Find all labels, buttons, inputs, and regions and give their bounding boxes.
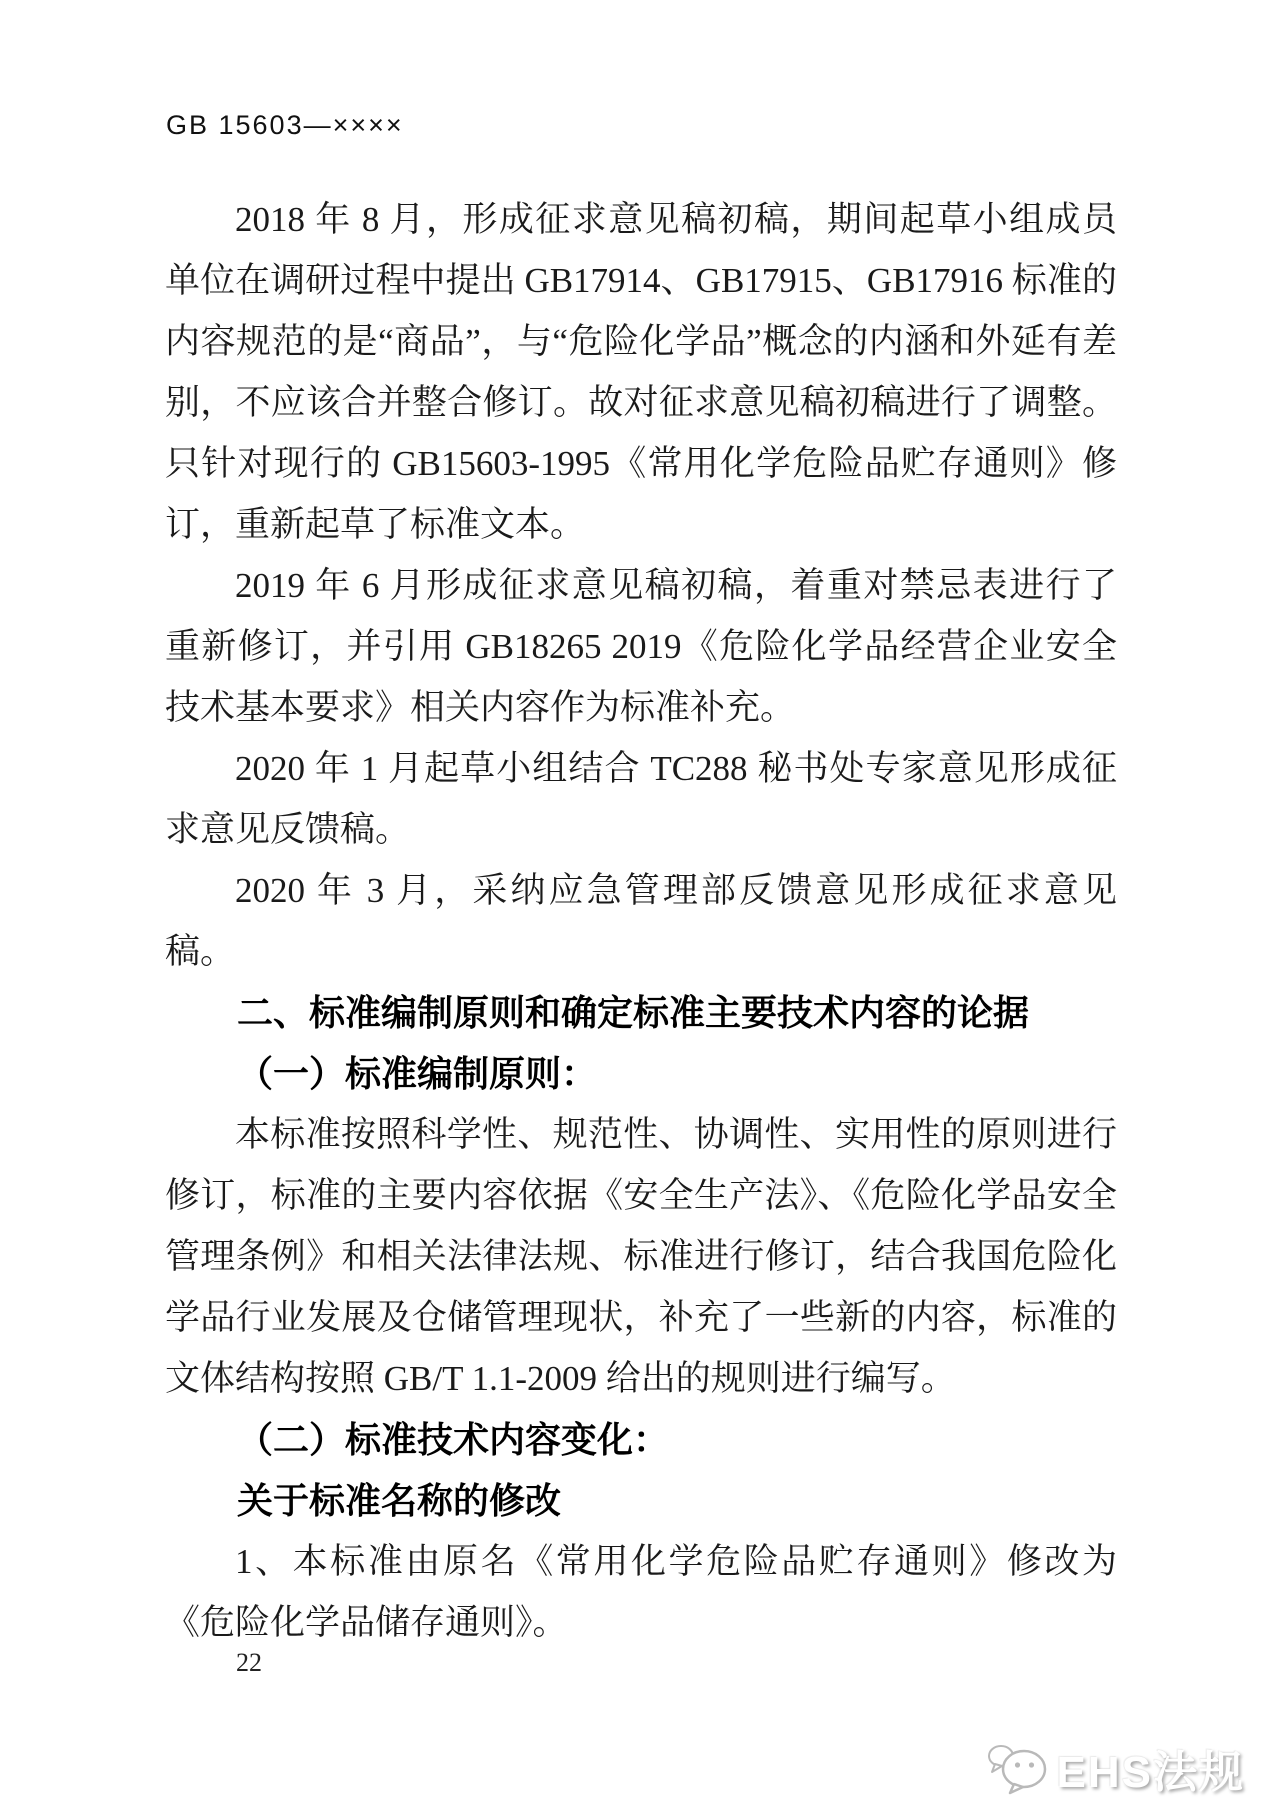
paragraph-principles-body: 本标准按照科学性、规范性、协调性、实用性的原则进行修订，标准的主要内容依据《安全生产法》、《危险化学品安全管理条例》和相关法律法规、标准进行修订，结合我国危险化学品行业发展及仓储管理现状，补充了一些新的内容，标准的文体结构按照 GB/T 1.1-2009 给出的规则进行编写。 [165, 1115, 1117, 1398]
document-code: GB 15603—×××× [166, 110, 404, 140]
document-body [165, 189, 1117, 1653]
page-number: 22 [236, 1648, 262, 1677]
paragraph-2018-draft: 2018 年 8 月，形成征求意见稿初稿，期间起草小组成员单位在调研过程中提出 GB17914、GB17915、GB17916 标准的内容规范的是“商品”，与“危险化学品”概念的内涵和外延有差别，不应该合并整合修订。故对征求意见稿初稿进行了调整。只针对现行的 GB15603-1995《常用化学危险品贮存通则》修订，重新起草了标准文本。 [165, 200, 1117, 544]
heading-technical-changes: （二）标准技术内容变化： [237, 1419, 670, 1460]
heading-section-2: 二、标准编制原则和确定标准主要技术内容的论据 [237, 992, 1030, 1033]
heading-principles: （一）标准编制原则： [237, 1053, 598, 1094]
paragraph-name-change-body: 1、本标准由原名《常用化学危险品贮存通则》修改为《危险化学品储存通则》。 [165, 1542, 1117, 1642]
paragraph-2020-mar: 2020 年 3 月，采纳应急管理部反馈意见形成征求意见稿。 [165, 871, 1117, 971]
wechat-chat-bubbles-icon [987, 1741, 1049, 1795]
paragraph-2019-draft: 2019 年 6 月形成征求意见稿初稿，着重对禁忌表进行了重新修订，并引用 GB18265 2019《危险化学品经营企业安全技术基本要求》相关内容作为标准补充。 [165, 566, 1117, 727]
paragraph-2020-jan: 2020 年 1 月起草小组结合 TC288 秘书处专家意见形成征求意见反馈稿。 [165, 749, 1117, 849]
watermark-text: EHS法规 [1056, 1748, 1245, 1797]
heading-name-change: 关于标准名称的修改 [237, 1480, 562, 1521]
watermark-ehs [987, 1736, 1245, 1800]
